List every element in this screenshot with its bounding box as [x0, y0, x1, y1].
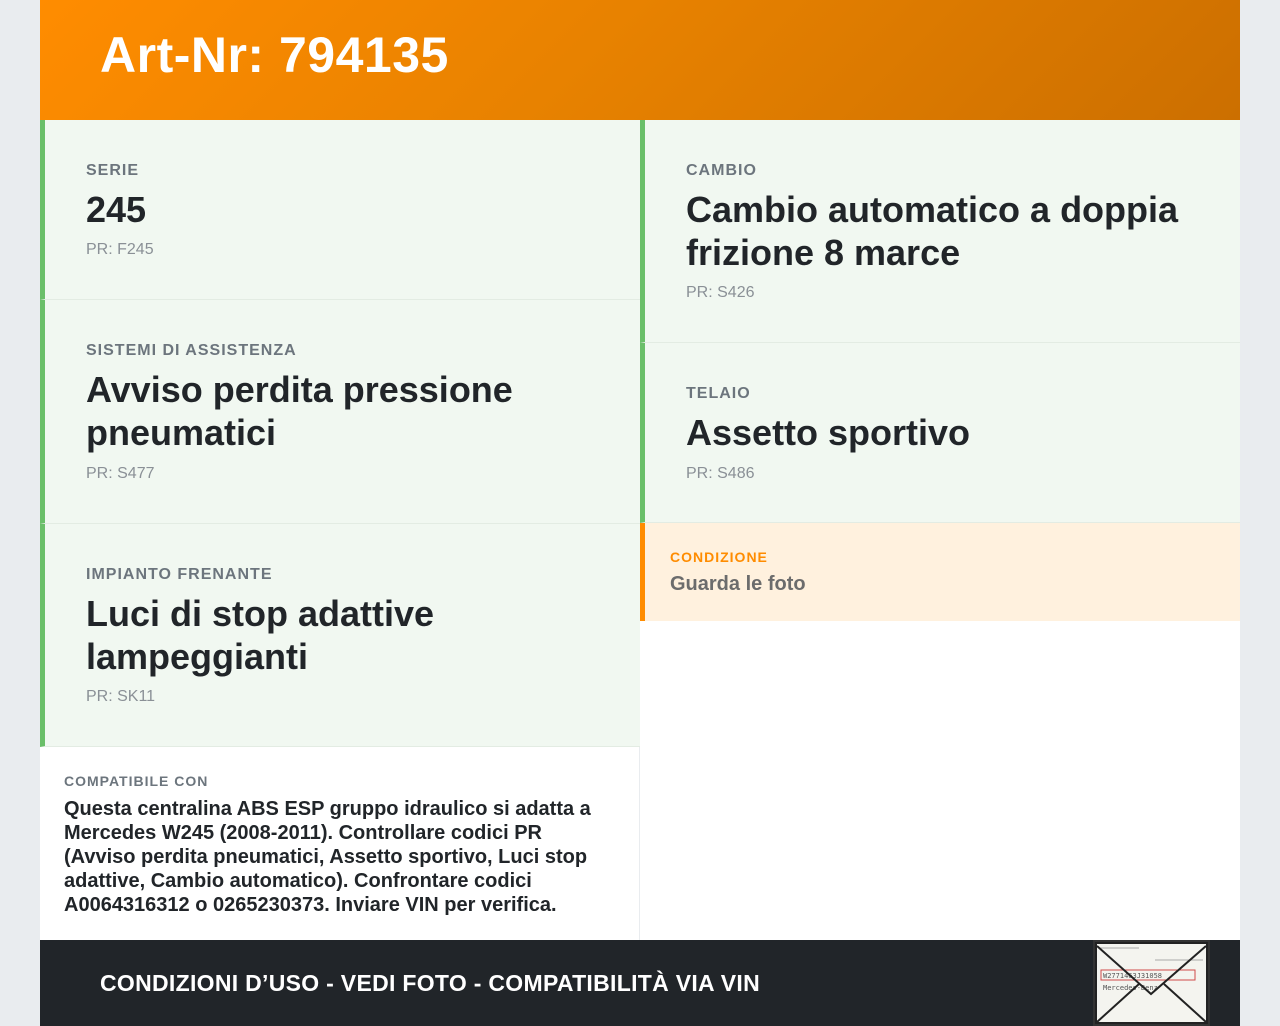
spec-label: SISTEMI DI ASSISTENZA [86, 342, 297, 359]
footer-bar [40, 940, 1240, 1026]
spec-card-telaio [640, 343, 1240, 523]
spec-value: Avviso perdita pressione pneumatici [86, 369, 513, 453]
spec-pr-code: PR: S486 [686, 465, 755, 482]
header-bar [40, 0, 1240, 120]
compatibility-label: COMPATIBILE CON [64, 773, 209, 789]
spec-card-frenante [40, 524, 640, 747]
stamp-serial: W2771463J31058 [1103, 972, 1163, 980]
listing-sheet [40, 0, 1240, 1026]
spec-value: Cambio automatico a doppia frizione 8 marce [686, 189, 1179, 273]
stamp-brand: Mercedes-Benz [1103, 984, 1158, 992]
compatibility-text: Questa centralina ABS ESP gruppo idraulico si adatta a Mercedes W245 (2008-2011). Controllare codici PR (Avviso perdita pneumatici, Assetto sportivo, Luci stop adattive, Cambio automatico). Confrontare codici A0064316312 o 0265230373. Inviare VIN per verifica. [64, 798, 591, 916]
footer-text: CONDIZIONI D’USO - VEDI FOTO - COMPATIBILITÀ VIA VIN [100, 970, 761, 996]
spec-card-cambio [640, 120, 1240, 343]
spec-value: 245 [86, 189, 147, 230]
compatibility-section [40, 747, 640, 940]
page-title: Art-Nr: 794135 [100, 27, 449, 83]
spec-pr-code: PR: F245 [86, 241, 154, 258]
spec-value: Assetto sportivo [686, 412, 971, 453]
spec-label: SERIE [86, 162, 140, 179]
label-thumbnail[interactable] [1093, 940, 1210, 1026]
spec-pr-code: PR: S426 [686, 284, 755, 301]
spec-label: TELAIO [686, 385, 751, 402]
condition-label: CONDIZIONE [670, 549, 768, 565]
spec-card-serie [40, 120, 640, 300]
spec-label: CAMBIO [686, 162, 757, 179]
spec-pr-code: PR: SK11 [86, 688, 156, 705]
condition-card [640, 523, 1240, 621]
spec-value: Luci di stop adattive lampeggianti [86, 593, 435, 677]
spec-card-assistenza [40, 300, 640, 524]
spec-label: IMPIANTO FRENANTE [86, 566, 273, 583]
envelope-icon [1095, 942, 1208, 1024]
spec-pr-code: PR: S477 [86, 465, 155, 482]
condition-value: Guarda le foto [670, 573, 806, 595]
